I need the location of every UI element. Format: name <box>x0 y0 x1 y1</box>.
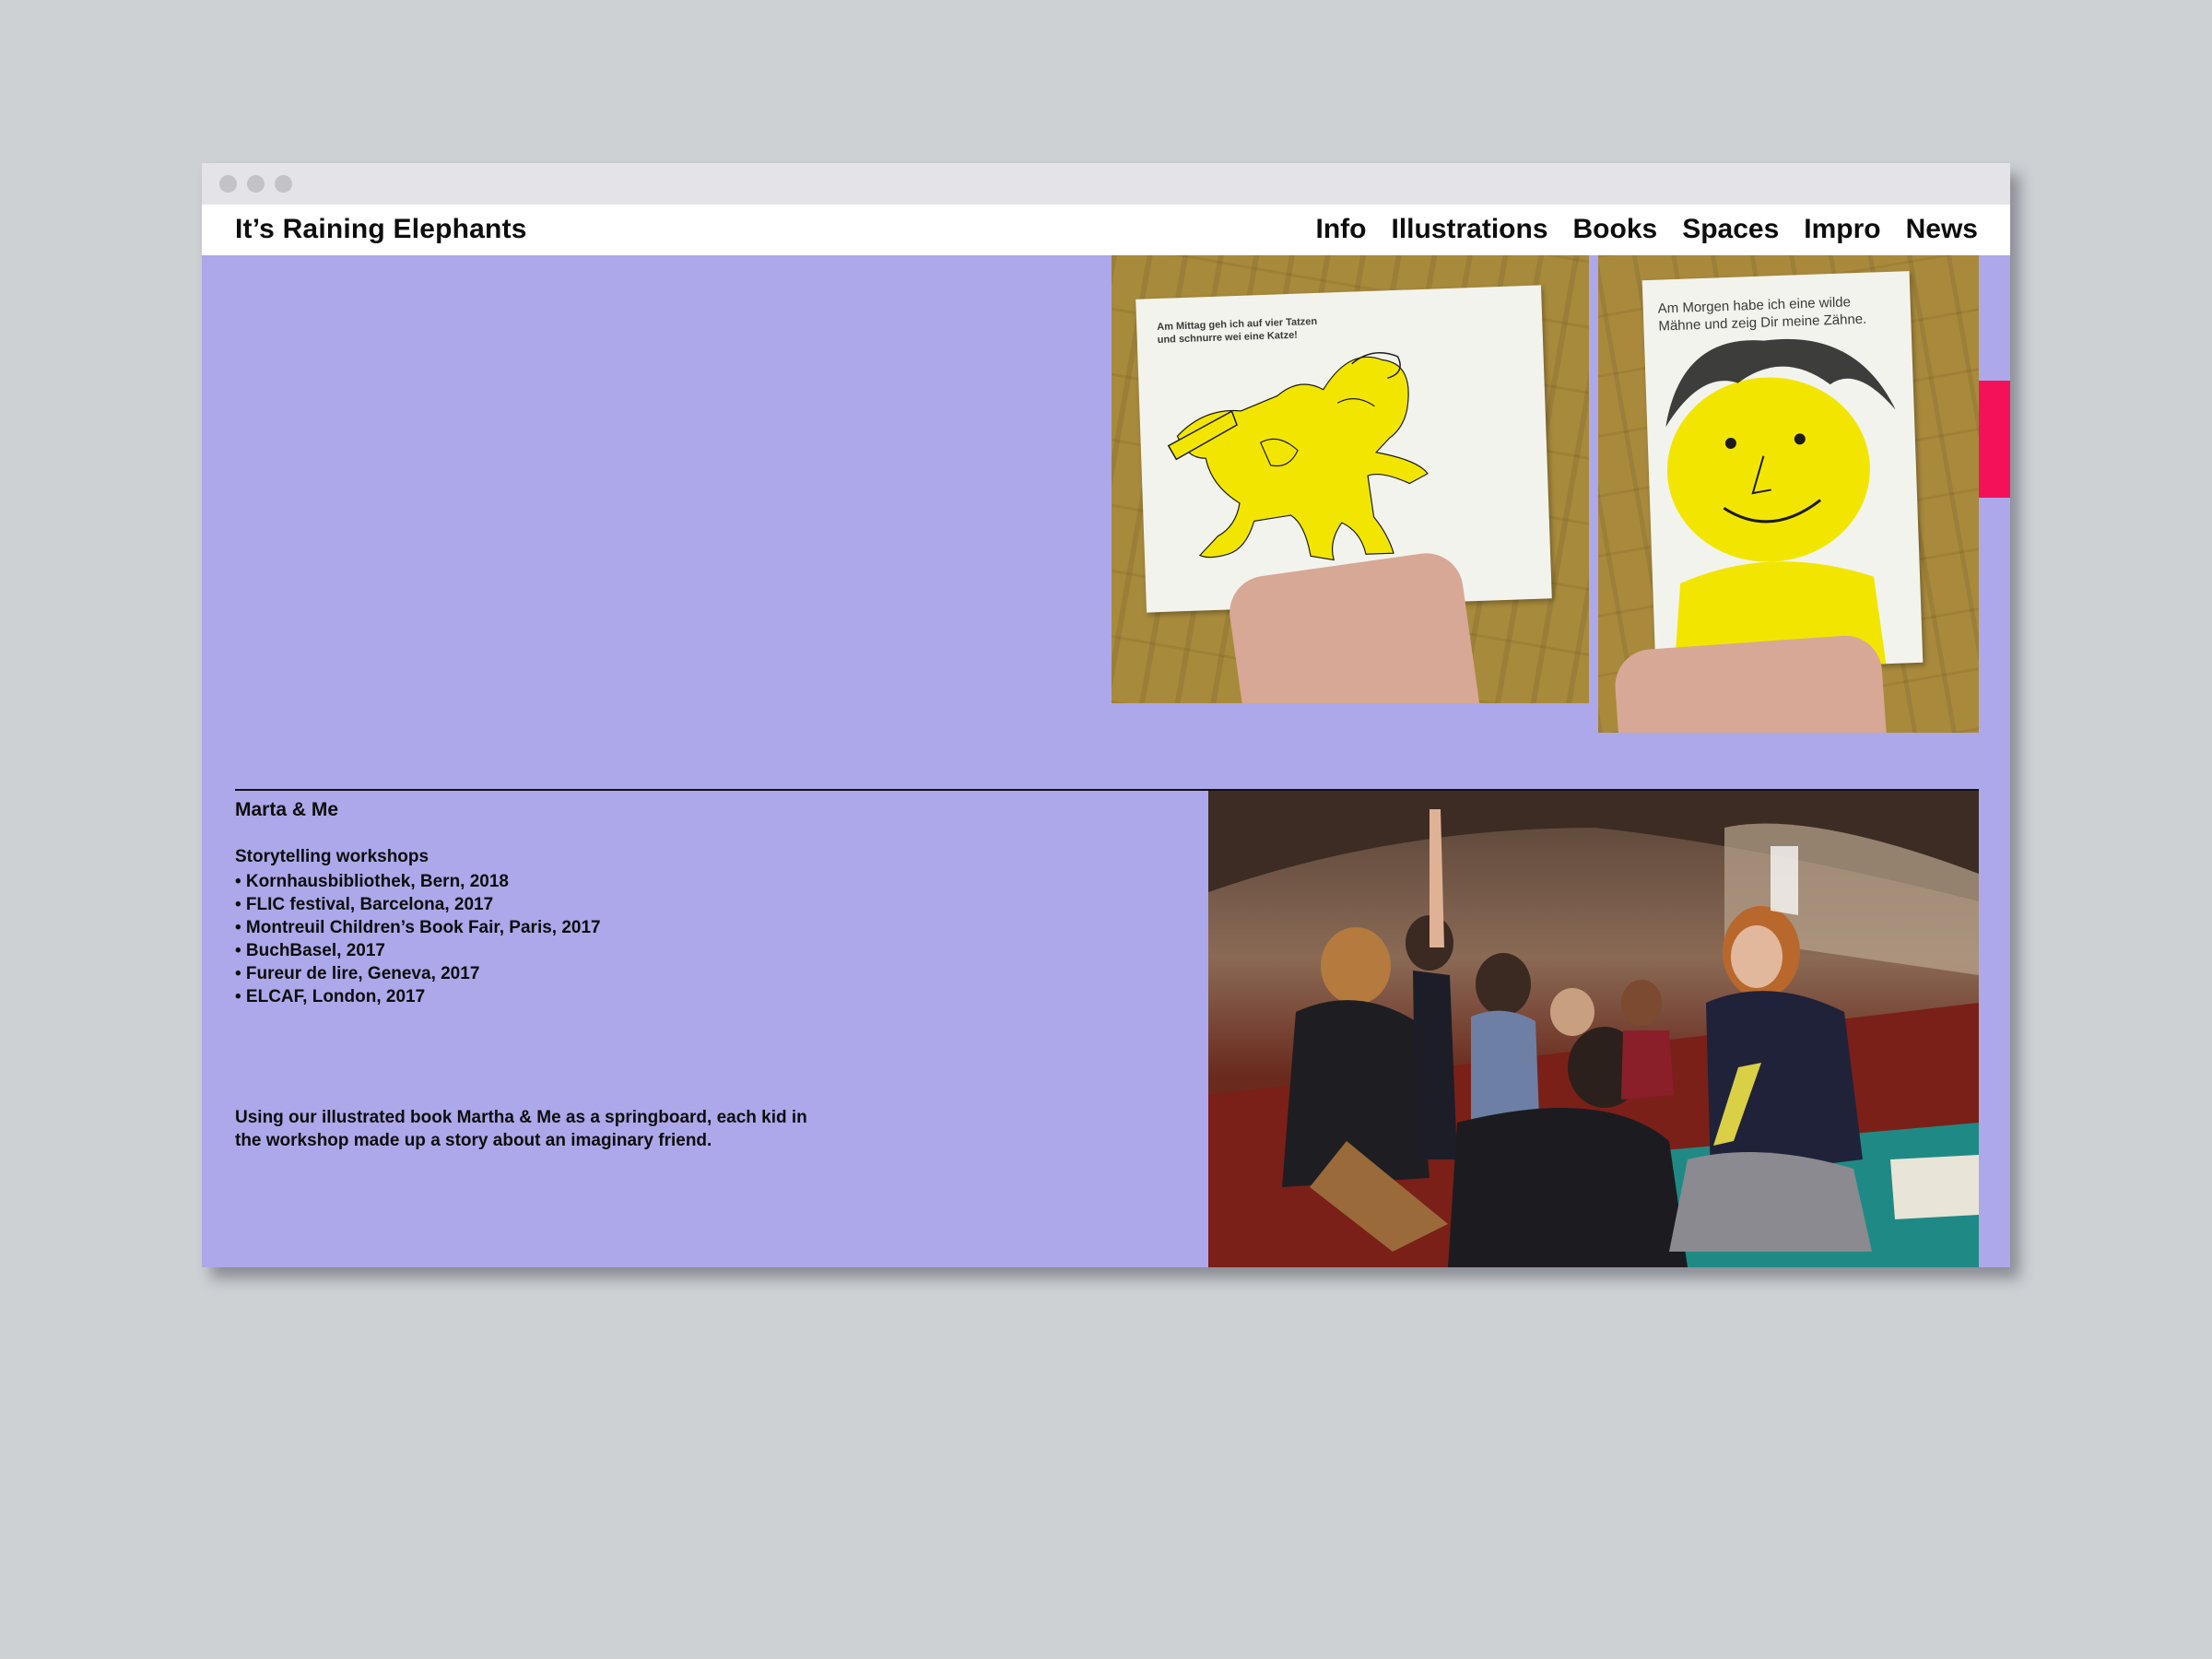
nav-books[interactable]: Books <box>1572 214 1658 244</box>
main-nav <box>1316 214 1979 245</box>
face-drawing <box>1642 271 1924 672</box>
browser-window <box>202 163 2010 1267</box>
nav-info[interactable]: Info <box>1315 214 1367 244</box>
workshop-list <box>235 870 601 1008</box>
window-titlebar <box>202 163 2010 205</box>
project-description: Using our illustrated book Martha & Me as a springboard, each kid in the workshop made up a story about an imaginary friend. <box>235 1108 807 1150</box>
site-title-link[interactable]: It’s Raining Elephants <box>235 214 527 244</box>
nav-news[interactable]: News <box>1905 214 1978 244</box>
minimize-window-dot[interactable] <box>247 175 265 193</box>
list-item: • Fureur de lire, Geneva, 2017 <box>235 964 480 983</box>
list-item: • FLIC festival, Barcelona, 2017 <box>235 895 494 914</box>
site-header <box>202 205 2010 255</box>
list-item: • ELCAF, London, 2017 <box>235 987 426 1006</box>
cat-drawing <box>1135 285 1552 612</box>
workshop-scene <box>1208 791 1979 1267</box>
list-item: • Montreuil Children’s Book Fair, Paris, 2017 <box>235 918 601 937</box>
hand-photo <box>1613 633 1888 733</box>
page-caption: Am Morgen habe ich eine wilde Mähne und zeig Dir meine Zähne. <box>1657 294 1867 335</box>
book-page <box>1135 285 1552 612</box>
photo-book-face <box>1598 255 1979 733</box>
main-content[interactable] <box>202 255 2010 1267</box>
nav-impro[interactable]: Impro <box>1804 214 1881 244</box>
page-caption: Am Mittag geh ich auf vier Tatzen und schnurre wei eine Katze! <box>1157 315 1318 346</box>
maximize-window-dot[interactable] <box>275 175 292 193</box>
nav-spaces[interactable]: Spaces <box>1682 214 1780 244</box>
close-window-dot[interactable] <box>219 175 237 193</box>
nav-illustrations[interactable]: Illustrations <box>1391 214 1548 244</box>
list-item: • Kornhausbibliothek, Bern, 2018 <box>235 872 509 891</box>
scroll-indicator[interactable] <box>1979 381 2010 498</box>
photo-book-cat <box>1112 255 1589 703</box>
book-page <box>1642 271 1924 672</box>
photo-workshop <box>1208 791 1979 1267</box>
workshops-heading: Storytelling workshops <box>235 847 429 866</box>
project-title: Marta & Me <box>235 799 339 820</box>
list-item: • BuchBasel, 2017 <box>235 941 385 960</box>
